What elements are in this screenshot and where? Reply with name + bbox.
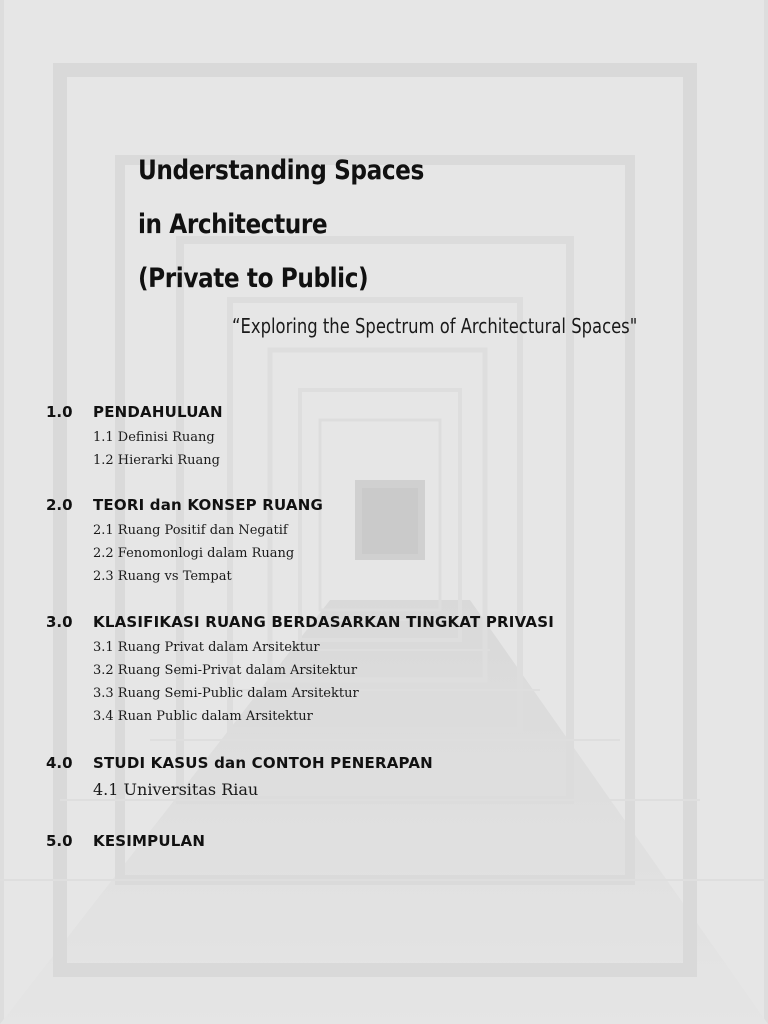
toc-item: 4.1 Universitas Riau	[93, 780, 259, 799]
section-title: KLASIFIKASI RUANG BERDASARKAN TINGKAT PRIVASI	[93, 613, 554, 631]
title-line-3: (Private to Public)	[138, 263, 369, 294]
toc-section-4	[46, 754, 746, 832]
table-of-contents	[46, 403, 746, 855]
title-line-2: in Architecture	[138, 209, 328, 240]
section-title: TEORI dan KONSEP RUANG	[93, 496, 324, 514]
section-title: PENDAHULUAN	[93, 403, 223, 421]
section-title: KESIMPULAN	[93, 832, 206, 850]
toc-item: 2.1 Ruang Positif dan Negatif	[93, 523, 288, 538]
toc-section-1	[46, 403, 746, 496]
toc-item: 2.3 Ruang vs Tempat	[93, 569, 232, 584]
toc-item: 1.2 Hierarki Ruang	[93, 453, 220, 468]
section-number: 4.0	[46, 754, 73, 772]
toc-item: 2.2 Fenomonlogi dalam Ruang	[93, 546, 295, 561]
toc-item: 1.1 Definisi Ruang	[93, 430, 215, 445]
section-number: 3.0	[46, 613, 73, 631]
document-subtitle: “Exploring the Spectrum of Architectural Spaces"	[232, 314, 638, 338]
title-line-1: Understanding Spaces	[138, 155, 424, 186]
toc-item: 3.2 Ruang Semi-Privat dalam Arsitektur	[93, 663, 358, 678]
toc-section-2	[46, 496, 746, 613]
toc-item: 3.1 Ruang Privat dalam Arsitektur	[93, 640, 320, 655]
toc-item: 3.3 Ruang Semi-Public dalam Arsitektur	[93, 686, 359, 701]
section-number: 2.0	[46, 496, 73, 514]
section-title: STUDI KASUS dan CONTOH PENERAPAN	[93, 754, 433, 772]
toc-item: 3.4 Ruan Public dalam Arsitektur	[93, 709, 313, 724]
toc-section-3	[46, 613, 746, 754]
section-number: 5.0	[46, 832, 73, 850]
document-title	[138, 150, 470, 312]
section-number: 1.0	[46, 403, 73, 421]
toc-section-5	[46, 832, 746, 855]
